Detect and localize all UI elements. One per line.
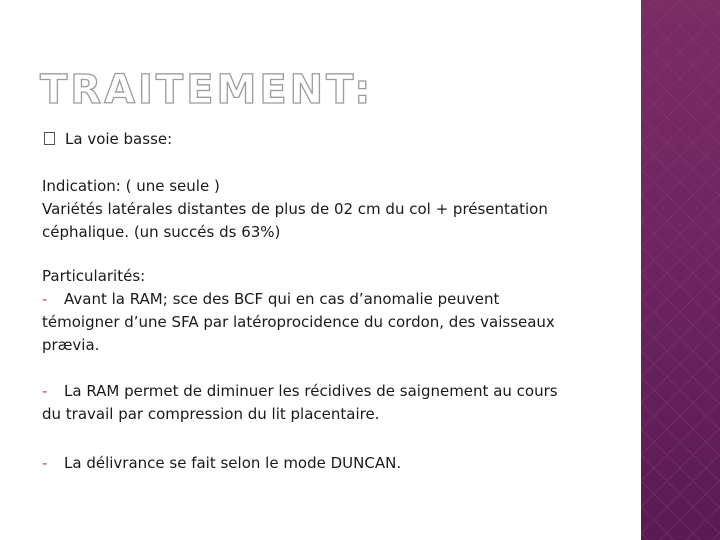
ram-paragraph	[42, 380, 612, 426]
delivrance-text: La délivrance se fait selon le mode DUNCAN.	[64, 454, 402, 472]
ram-line: du travail par compression du lit placentaire.	[42, 405, 380, 423]
indication-line: Indication: ( une seule )	[42, 177, 220, 195]
decorative-sidebar	[641, 0, 720, 540]
sidebar-pattern	[641, 0, 720, 540]
ram-line: La RAM permet de diminuer les récidives de saignement au cours	[64, 382, 558, 400]
dash-marker: -	[42, 454, 48, 472]
particularites-line: Avant la RAM; sce des BCF qui en cas d’anomalie peuvent	[64, 290, 500, 308]
delivrance-paragraph	[42, 452, 612, 475]
dash-marker: -	[42, 382, 48, 400]
indication-paragraph	[42, 175, 612, 244]
particularites-heading: Particularités:	[42, 267, 146, 285]
dash-marker: -	[42, 290, 48, 308]
bullet-voie-basse	[44, 130, 172, 148]
checkbox-icon	[44, 132, 55, 145]
particularites-line: prævia.	[42, 336, 100, 354]
particularites-paragraph	[42, 265, 612, 357]
slide-title: TRAITEMENT:	[40, 67, 374, 113]
bullet-text: La voie basse:	[65, 130, 173, 148]
indication-line: céphalique. (un succés ds 63%)	[42, 223, 281, 241]
particularites-line: témoigner d’une SFA par latéroprocidence du cordon, des vaisseaux	[42, 313, 555, 331]
indication-line: Variétés latérales distantes de plus de 02 cm du col + présentation	[42, 200, 548, 218]
